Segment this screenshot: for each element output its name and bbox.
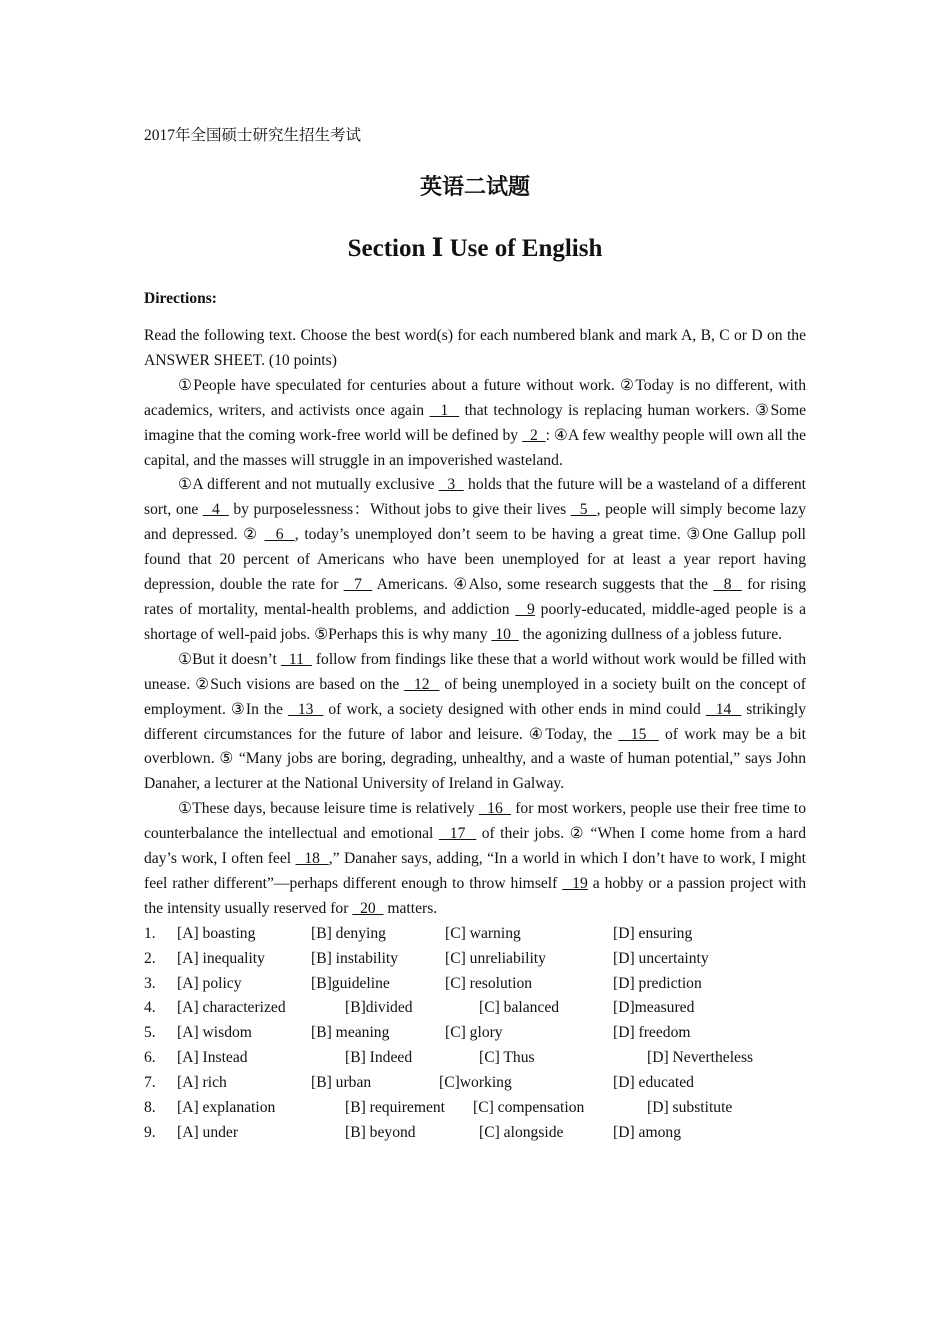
question-number: 2.	[144, 949, 156, 967]
option-choice: [A] rich	[177, 1074, 227, 1092]
passage-text: follow from findings like these that a world without work would be filled with unease. ②Such visions are based on the	[144, 650, 807, 693]
directions-label: Directions:	[144, 290, 217, 307]
option-choice: [B]guideline	[311, 974, 390, 992]
passage-text: : ④A few wealthy people will own all the capital, and the masses will struggle in an impoverished wasteland.	[144, 426, 806, 469]
option-choice: [C] compensation	[473, 1098, 585, 1116]
option-choice: [D] substitute	[647, 1098, 733, 1116]
passage-text: the agonizing dullness of a jobless future.	[518, 625, 783, 643]
question-number: 5.	[144, 1024, 156, 1042]
option-row	[144, 922, 806, 947]
option-choice: [D] Nevertheless	[647, 1049, 754, 1067]
option-choice: [C]working	[439, 1074, 512, 1092]
directions-text: Read the following text. Choose the best word(s) for each numbered blank and mark A, B, C or D on the ANSWER SHEET. (10 points)	[144, 327, 806, 369]
answer-blank: 5	[570, 501, 597, 519]
passage-text: holds that the future will be a wasteland of a different sort, one	[144, 476, 807, 519]
question-number: 4.	[144, 999, 156, 1017]
option-choice: [D]measured	[613, 999, 695, 1017]
answer-blank: 10	[491, 625, 519, 643]
option-choice: [A] Instead	[177, 1049, 248, 1067]
answer-blank: 18	[295, 850, 329, 868]
option-row	[144, 972, 806, 997]
answer-blank: 19	[562, 874, 588, 892]
option-choice: [D] among	[613, 1123, 681, 1141]
passage-text: matters.	[383, 899, 438, 917]
question-number: 3.	[144, 974, 156, 992]
option-choice: [B] denying	[311, 924, 386, 942]
option-choice: [B]divided	[345, 999, 413, 1017]
option-choice: [D] uncertainty	[613, 949, 709, 967]
option-choice: [B] meaning	[311, 1024, 390, 1042]
question-number: 1.	[144, 924, 156, 942]
option-choice: [A] inequality	[177, 949, 265, 967]
answer-blank: 6	[264, 526, 295, 544]
option-row	[144, 1121, 806, 1146]
answer-blank: 16	[478, 800, 512, 818]
paragraph-3	[144, 648, 806, 797]
option-choice: [C] warning	[445, 924, 521, 942]
option-choice: [A] policy	[177, 974, 242, 992]
passage-text: by purposelessness：Without jobs to give their lives	[228, 501, 571, 519]
answer-blank: 11	[280, 650, 312, 668]
paragraph-2	[144, 473, 806, 647]
passage-text: ①A different and not mutually exclusive	[178, 476, 439, 494]
answer-blank: 14	[705, 700, 742, 718]
question-number: 6.	[144, 1049, 156, 1067]
option-row	[144, 1071, 806, 1096]
answer-blank: 9	[515, 600, 535, 618]
option-choice: [B] requirement	[345, 1098, 446, 1116]
passage-text: of work, a society designed with other ends in mind could	[323, 700, 706, 718]
option-choice: [C] glory	[445, 1024, 503, 1042]
answer-blank: 12	[404, 675, 440, 693]
passage-text: , people will simply become lazy and depressed. ②	[144, 501, 806, 544]
passage-text: poorly-educated, middle-aged people is a shortage of well-paid jobs. ⑤Perhaps this is why many	[144, 600, 806, 643]
option-choice: [C] balanced	[479, 999, 560, 1017]
passage-text: that technology is replacing human workers. ③Some imagine that the coming work-free world will be defined by	[144, 401, 807, 444]
passage-text: of being unemployed in a society built on the concept of employment. ③In the	[144, 675, 807, 718]
option-row	[144, 1046, 806, 1071]
answer-blank: 13	[287, 700, 324, 718]
option-choice: [C] resolution	[445, 974, 533, 992]
section-title: Section Ⅰ Use of English	[347, 235, 603, 262]
question-number: 7.	[144, 1074, 156, 1092]
question-number: 9.	[144, 1123, 156, 1141]
passage-text: ①These days, because leisure time is relatively	[178, 800, 479, 818]
option-choice: [A] under	[177, 1123, 239, 1141]
answer-blank: 20	[352, 899, 384, 917]
answer-blank: 1	[429, 401, 460, 419]
paragraph-4	[144, 797, 806, 922]
option-choice: [D] freedom	[613, 1024, 691, 1042]
passage-text: for most workers, people use their free time to counterbalance the intellectual and emotional	[144, 800, 807, 843]
option-choice: [D] ensuring	[613, 924, 693, 942]
options-list	[144, 922, 806, 1146]
answer-blank: 3	[438, 476, 464, 494]
passage-text: , today’s unemployed don’t seem to be having a great time. ③One Gallup poll found that 20 percent of Americans who have been unemployed for at least a year report having depression, double the rate for	[144, 526, 807, 594]
option-choice: [A] characterized	[177, 999, 286, 1017]
answer-blank: 4	[202, 501, 229, 519]
answer-blank: 2	[522, 426, 546, 444]
option-choice: [B] instability	[311, 949, 399, 967]
question-number: 8.	[144, 1098, 156, 1116]
option-choice: [C] alongside	[479, 1123, 564, 1141]
answer-blank: 17	[438, 825, 477, 843]
option-choice: [C] unreliability	[445, 949, 546, 967]
option-choice: [B] urban	[311, 1074, 372, 1092]
option-choice: [D] educated	[613, 1074, 694, 1092]
passage-body	[144, 324, 806, 1146]
option-row	[144, 947, 806, 972]
option-choice: [A] boasting	[177, 924, 256, 942]
option-choice: [B] beyond	[345, 1123, 416, 1141]
option-choice: [B] Indeed	[345, 1049, 413, 1067]
option-choice: [A] wisdom	[177, 1024, 252, 1042]
answer-blank: 8	[713, 576, 742, 594]
passage-text: a hobby or a passion project with the intensity usually reserved for	[144, 874, 806, 917]
paper-title: 英语二试题	[419, 175, 530, 200]
option-row	[144, 1096, 806, 1121]
passage-text: ①But it doesn’t	[178, 650, 281, 668]
paragraph-1	[144, 374, 806, 474]
answer-blank: 7	[343, 576, 373, 594]
option-choice: [D] prediction	[613, 974, 702, 992]
option-row	[144, 996, 806, 1021]
option-row	[144, 1021, 806, 1046]
passage-text: Americans. ④Also, some research suggests that the	[372, 576, 714, 594]
passage-text: ①People have speculated for centuries about a future without work. ②Today is no different, with academics, writers, and activists once again	[144, 376, 806, 419]
option-choice: [C] Thus	[479, 1049, 535, 1067]
passage-text: ,” Danaher says, adding, “In a world in which I don’t have to work, I might feel rather different”—perhaps different enough to throw himself	[144, 850, 806, 892]
exam-title: 2017年全国硕士研究生招生考试	[144, 127, 362, 144]
answer-blank: 15	[618, 725, 659, 743]
passage-text: for rising rates of mortality, mental-health problems, and addiction	[144, 576, 807, 618]
passage-text: strikingly different circumstances for the future of labor and leisure. ④Today, the	[144, 700, 807, 743]
passage-text: of work may be a bit overblown. ⑤ “Many jobs are boring, degrading, unhealthy, and a waste of human potential,” says John Danaher, a lecturer at the National University of Ireland in Galway.	[144, 725, 806, 793]
option-choice: [A] explanation	[177, 1098, 276, 1116]
passage-text: of their jobs. ② “When I come home from a hard day’s work, I often feel	[144, 825, 806, 868]
